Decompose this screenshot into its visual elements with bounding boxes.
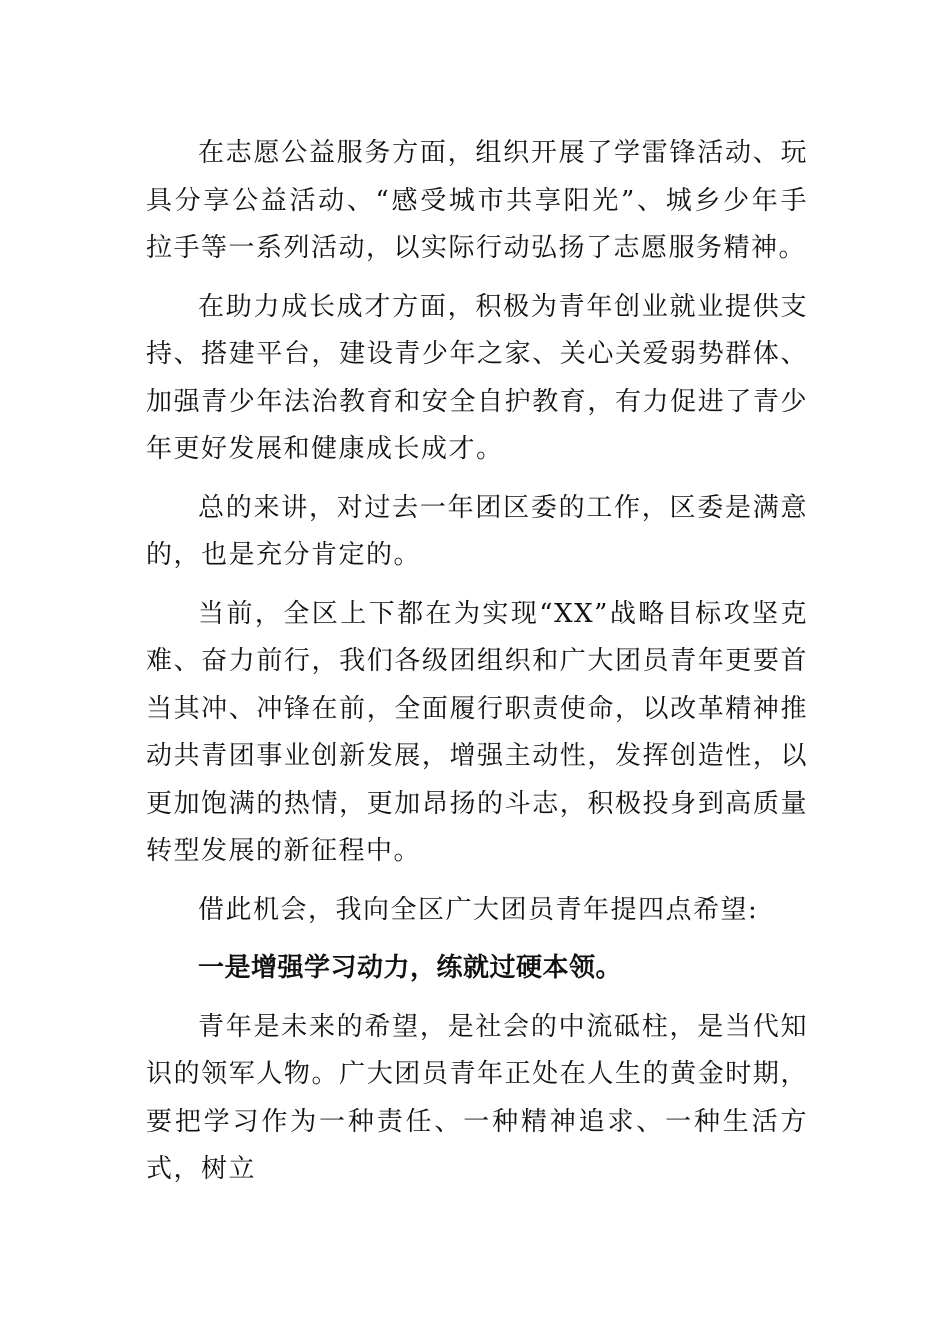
paragraph-growth-support: 在助力成长成才方面，积极为青年创业就业提供支持、搭建平台，建设青少年之家、关心关爱弱势群体、加强青少年法治教育和安全自护教育，有力促进了青少年更好发展和健康成长成才。	[146, 291, 808, 464]
paragraph-hopes-intro: 借此机会，我向全区广大团员青年提四点希望:	[198, 894, 759, 925]
heading-first-hope: 一是增强学习动力，练就过硬本领。	[198, 953, 623, 983]
document-body	[146, 130, 808, 1205]
paragraph-youth-learning: 青年是未来的希望，是社会的中流砥柱，是当代知识的领军人物。广大团员青年正处在人生的黄金时期，要把学习作为一种责任、一种精神追求、一种生活方式，树立	[146, 1011, 808, 1184]
paragraph-summary: 总的来讲，对过去一年团区委的工作，区委是满意的，也是充分肯定的。	[146, 492, 808, 570]
paragraph-volunteer-service: 在志愿公益服务方面，组织开展了学雷锋活动、玩具分享公益活动、“感受城市共享阳光”、城乡少年手拉手等一系列活动，以实际行动弘扬了志愿服务精神。	[146, 138, 808, 263]
paragraph-current-situation: 当前，全区上下都在为实现“XX”战略目标攻坚克难、奋力前行，我们各级团组织和广大团员青年更要首当其冲、冲锋在前，全面履行职责使命，以改革精神推动共青团事业创新发展，增强主动性，发挥创造性，以更加饱满的热情，更加昂扬的斗志，积极投身到高质量转型发展的新征程中。	[146, 598, 808, 866]
